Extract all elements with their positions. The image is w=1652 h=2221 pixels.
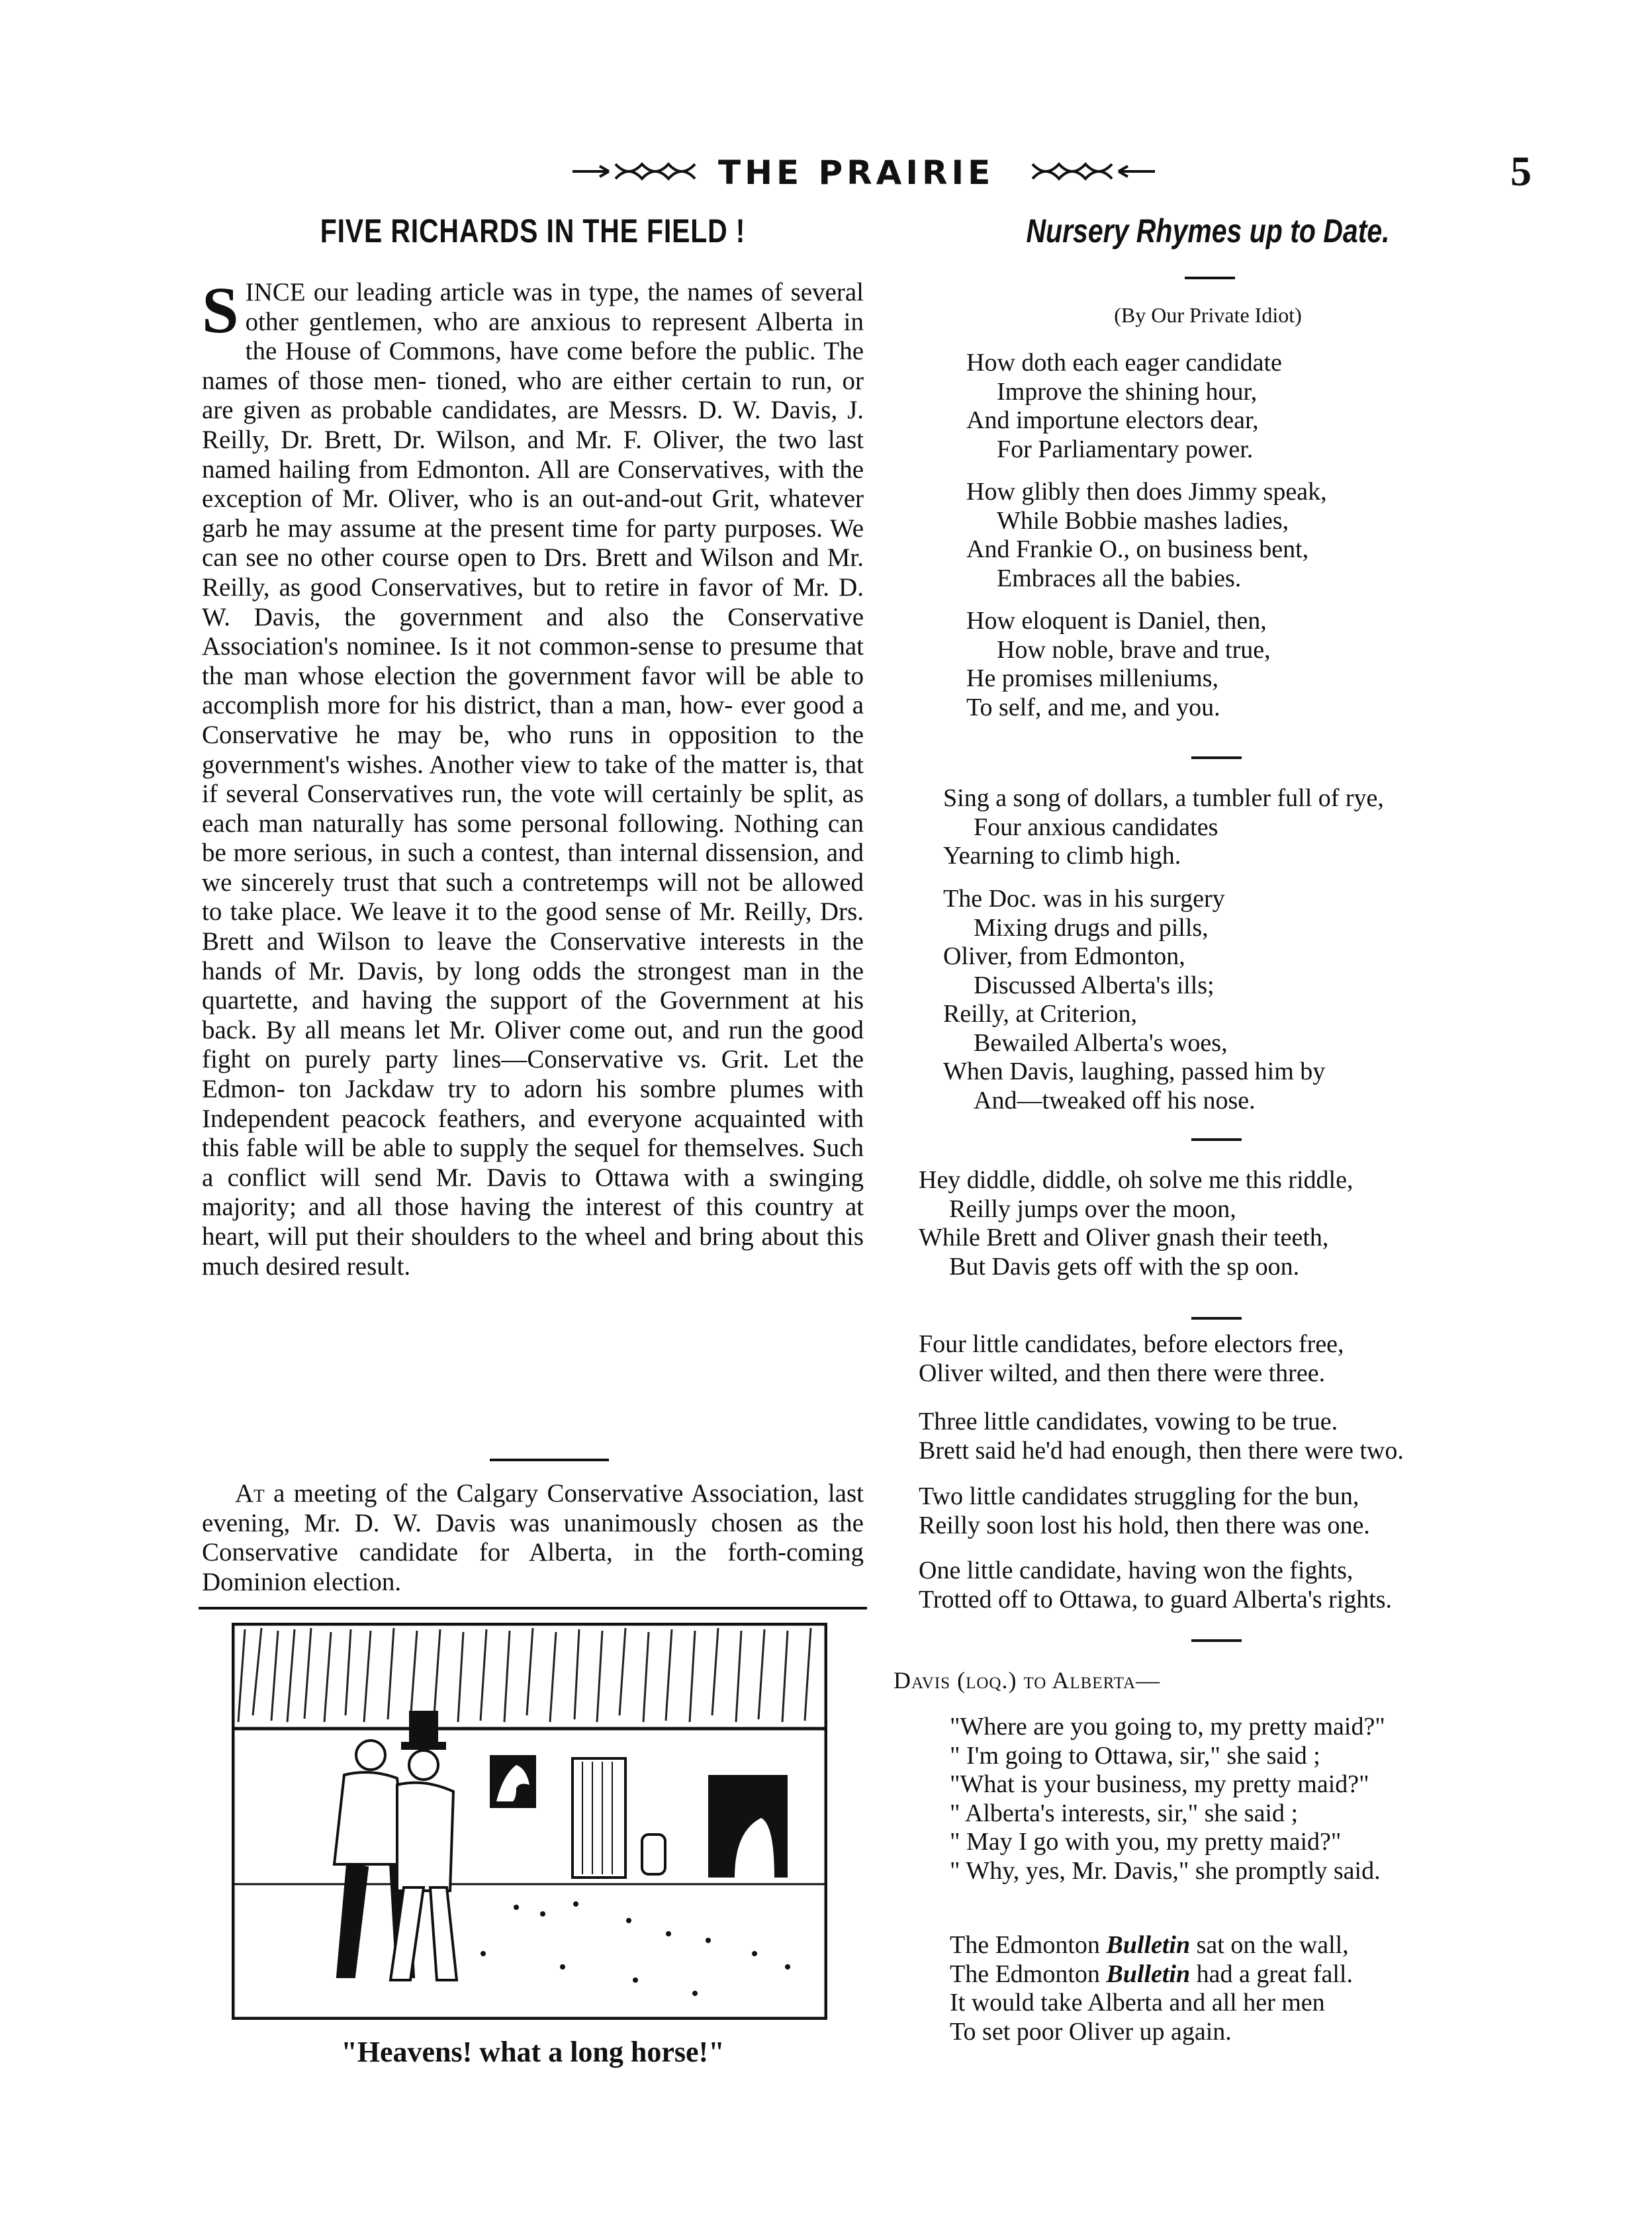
poem-stanza (950, 1931, 1353, 2046)
article-line: Reilly, Dr. Brett, Dr. Wilson, and Mr. F. Oliver, the (202, 425, 767, 454)
rule (1191, 756, 1242, 759)
verse-line: How eloquent is Daniel, then, (966, 607, 1267, 635)
article-line: in the quartette, and having the support of the (202, 956, 864, 1015)
cartoon-caption: "Heavens! what a long horse!" (341, 2036, 725, 2068)
article-line: much desired result. (202, 1251, 411, 1281)
poem-stanza (966, 478, 1327, 593)
article-line: leave it to the good sense of Mr. Reilly, Drs. Brett (202, 897, 864, 956)
masthead: THE PRAIRIE (718, 154, 995, 192)
verse-line: Three little candidates, vowing to be true. (919, 1408, 1338, 1435)
article-line: favor of Mr. D. W. Davis, the government and (202, 572, 864, 631)
rule (1185, 277, 1235, 279)
article-line: INCE our leading article was in type, the names (245, 278, 753, 306)
article-line: at the present time for party purposes. We can see (202, 514, 864, 572)
verse-line: To set poor Oliver up again. (950, 2017, 1232, 2046)
verse-line: Hey diddle, diddle, oh solve me this riddle, (919, 1166, 1354, 1194)
verse-line: The Doc. was in his surgery (943, 885, 1225, 913)
article-line: also the Conservative Association's nominee. (202, 602, 864, 661)
article-line: Conservatives, with the exception of Mr. Oliver, who (202, 455, 864, 514)
verse-line: One little candidate, having won the fights, (919, 1557, 1354, 1584)
article-line: sequel for themselves. Such a conflict will send Mr. (202, 1134, 864, 1192)
verse-line: It would take Alberta and all her men (950, 1989, 1325, 2017)
second-article-lead: At (235, 1479, 265, 1508)
article-line: accomplish more for his district, than a man, how- (202, 691, 733, 720)
article-line: Oliver come out, and run the good fight on purely (202, 1015, 864, 1074)
article-line: view to take of the matter is, that if several (202, 750, 864, 809)
article-line: ton Jackdaw try to adorn his sombre plumes with (298, 1075, 864, 1104)
article-line: Nothing can be more serious, in such a contest, than (202, 809, 864, 868)
verse-line: Improve the shining hour, (997, 377, 1258, 406)
verse-line: And Frankie O., on business bent, (966, 535, 1309, 563)
poem-stanza (919, 1482, 1370, 1540)
column-rule (199, 1607, 867, 1609)
verse-line: Reilly jumps over the moon, (949, 1195, 1236, 1223)
article-line: no other course open to Drs. Brett and Wilson and (287, 543, 819, 572)
second-article-text: a meeting of the Calgary Conservative Association, last evening, Mr. D. W. Davis was unanimously chosen as the Conservative candidate for Alberta, in the forth-coming Dominion election. (202, 1479, 864, 1596)
left-ornament-icon (569, 156, 708, 187)
verse-line: Oliver wilted, and then there were three. (919, 1359, 1326, 1387)
verse-line: Mixing drugs and pills, (974, 913, 1209, 942)
article-line: Conservatives run, the vote will certainly be split, (307, 780, 835, 809)
rule (1191, 1317, 1242, 1320)
verse-line: To self, and me, and you. (966, 693, 1220, 721)
article-line: party lines—Conservative vs. Grit. Let the Edmon- (202, 1045, 864, 1104)
article-line: Davis to Ottawa with a swinging majority; and all (202, 1163, 864, 1222)
verse-line: The Edmonton Bulletin had a great fall. (950, 1960, 1353, 1988)
article-line: Mr. Reilly, as good Conservatives, but to retire in (202, 543, 864, 602)
article-line: come before the public. The names of those men- (202, 337, 864, 395)
poem-stanza (943, 885, 1325, 1115)
verse-line: How doth each eager candidate (966, 349, 1282, 377)
verse-line: Bewailed Alberta's woes, (974, 1028, 1228, 1057)
verse-line: Reilly, at Criterion, (943, 1000, 1138, 1028)
article-line: Independent peacock feathers, and everyone (202, 1104, 682, 1133)
verse-line: "Where are you going to, my pretty maid?" (950, 1713, 1385, 1741)
verse-line: Embraces all the babies. (997, 564, 1242, 592)
article-line: internal dissension, and we sincerely trust that such (202, 839, 864, 897)
verse-line: Oliver, from Edmonton, (943, 942, 1185, 970)
verse-line: Yearning to climb high. (943, 842, 1181, 870)
verse-line: He promises milleniums, (966, 664, 1219, 692)
verse-line: How noble, brave and true, (997, 635, 1271, 664)
verse-line: "What is your business, my pretty maid?" (950, 1770, 1369, 1798)
poem-stanza (919, 1408, 1404, 1465)
verse-line: Discussed Alberta's ills; (974, 971, 1215, 999)
rule (1191, 1138, 1242, 1141)
byline: (By Our Private Idiot) (1114, 303, 1302, 327)
article-line: those having the interest of this country at heart, will (202, 1193, 864, 1251)
verse-line: And importune electors dear, (966, 406, 1259, 434)
article-line: acquainted with this fable will be able to supply the (202, 1104, 864, 1163)
verse-line: Reilly soon lost his hold, then there was one. (919, 1511, 1370, 1539)
poem-stanza (966, 607, 1271, 722)
article-line: as each man naturally has some personal following. (202, 780, 864, 838)
poem-stanza (919, 1330, 1344, 1388)
article-line: opposition to the government's wishes. Another (202, 720, 864, 779)
verse-line: When Davis, laughing, passed him by (943, 1058, 1326, 1085)
poem-stanza (943, 784, 1384, 871)
verse-line: Two little candidates struggling for the bun, (919, 1482, 1359, 1510)
article-line: tioned, who are either certain to run, or are given as (202, 366, 864, 425)
main-article (202, 273, 864, 1281)
verse-line: " Alberta's interests, sir," she said ; (950, 1799, 1299, 1827)
verse-line: Four anxious candidates (974, 813, 1218, 841)
verse-line: While Bobbie mashes ladies, (997, 506, 1289, 535)
right-headline: Nursery Rhymes up to Date. (1026, 212, 1390, 249)
article-line: hands of Mr. Davis, by long odds the strongest man (202, 956, 788, 985)
davis-heading: Davis (loq.) to Alberta— (894, 1667, 1161, 1694)
article-line: whose election the government favor will be able to (298, 661, 864, 690)
page-header (569, 147, 1165, 200)
poem-stanza (919, 1557, 1392, 1614)
second-article (202, 1479, 864, 1597)
article-line: represent Alberta in the House of Commons, have (245, 307, 864, 366)
page-number: 5 (1510, 148, 1532, 195)
verse-line: " Why, yes, Mr. Davis," she promptly said. (950, 1856, 1381, 1885)
poem-stanza (966, 349, 1282, 464)
rule (1191, 1639, 1242, 1642)
verse-line: Brett said he'd had enough, then there were two. (919, 1436, 1404, 1465)
verse-line: The Edmonton Bulletin sat on the wall, (950, 1931, 1349, 1959)
article-line: of several other gentlemen, who are anxious to (245, 278, 864, 336)
drop-cap: S (202, 273, 239, 347)
section-divider (490, 1459, 609, 1461)
verse-line: And—tweaked off his nose. (974, 1086, 1256, 1114)
cartoon-illustration (232, 1623, 827, 2020)
left-headline: FIVE RICHARDS IN THE FIELD ! (320, 212, 746, 249)
verse-line: " May I go with you, my pretty maid?" (950, 1828, 1342, 1856)
verse-line: Four little candidates, before electors free, (919, 1330, 1344, 1358)
poem-stanza (919, 1166, 1353, 1281)
verse-line: How glibly then does Jimmy speak, (966, 478, 1327, 506)
article-line: and Wilson to leave the Conservative interests in the (267, 927, 864, 956)
verse-line: Sing a song of dollars, a tumbler full of rye, (943, 784, 1384, 812)
verse-line: But Davis gets off with the sp oon. (949, 1252, 1300, 1281)
verse-line: For Parliamentary power. (997, 435, 1254, 463)
article-line: ever good a Conservative he may be, who runs in (202, 691, 864, 749)
article-line: probable candidates, are Messrs. D. W. Davis, J. (342, 396, 864, 425)
right-ornament-icon (1019, 156, 1158, 187)
article-line: a contretemps will not be allowed to take place. We (202, 868, 864, 927)
article-line: two last named hailing from Edmonton. All are (202, 425, 864, 484)
article-line: Government at his back. By all means let Mr. (202, 986, 864, 1044)
article-line: is an out-and-out Grit, whatever garb he may assume (202, 484, 864, 543)
poem-stanza (950, 1713, 1385, 1885)
verse-line: " I'm going to Ottawa, sir," she said ; (950, 1741, 1320, 1770)
verse-line: While Brett and Oliver gnash their teeth, (919, 1224, 1329, 1251)
article-line: Is it not common-sense to presume that the man (202, 632, 864, 690)
article-line: put their shoulders to the wheel and bring about this (315, 1222, 864, 1251)
verse-line: Trotted off to Ottawa, to guard Alberta's rights. (919, 1585, 1393, 1613)
